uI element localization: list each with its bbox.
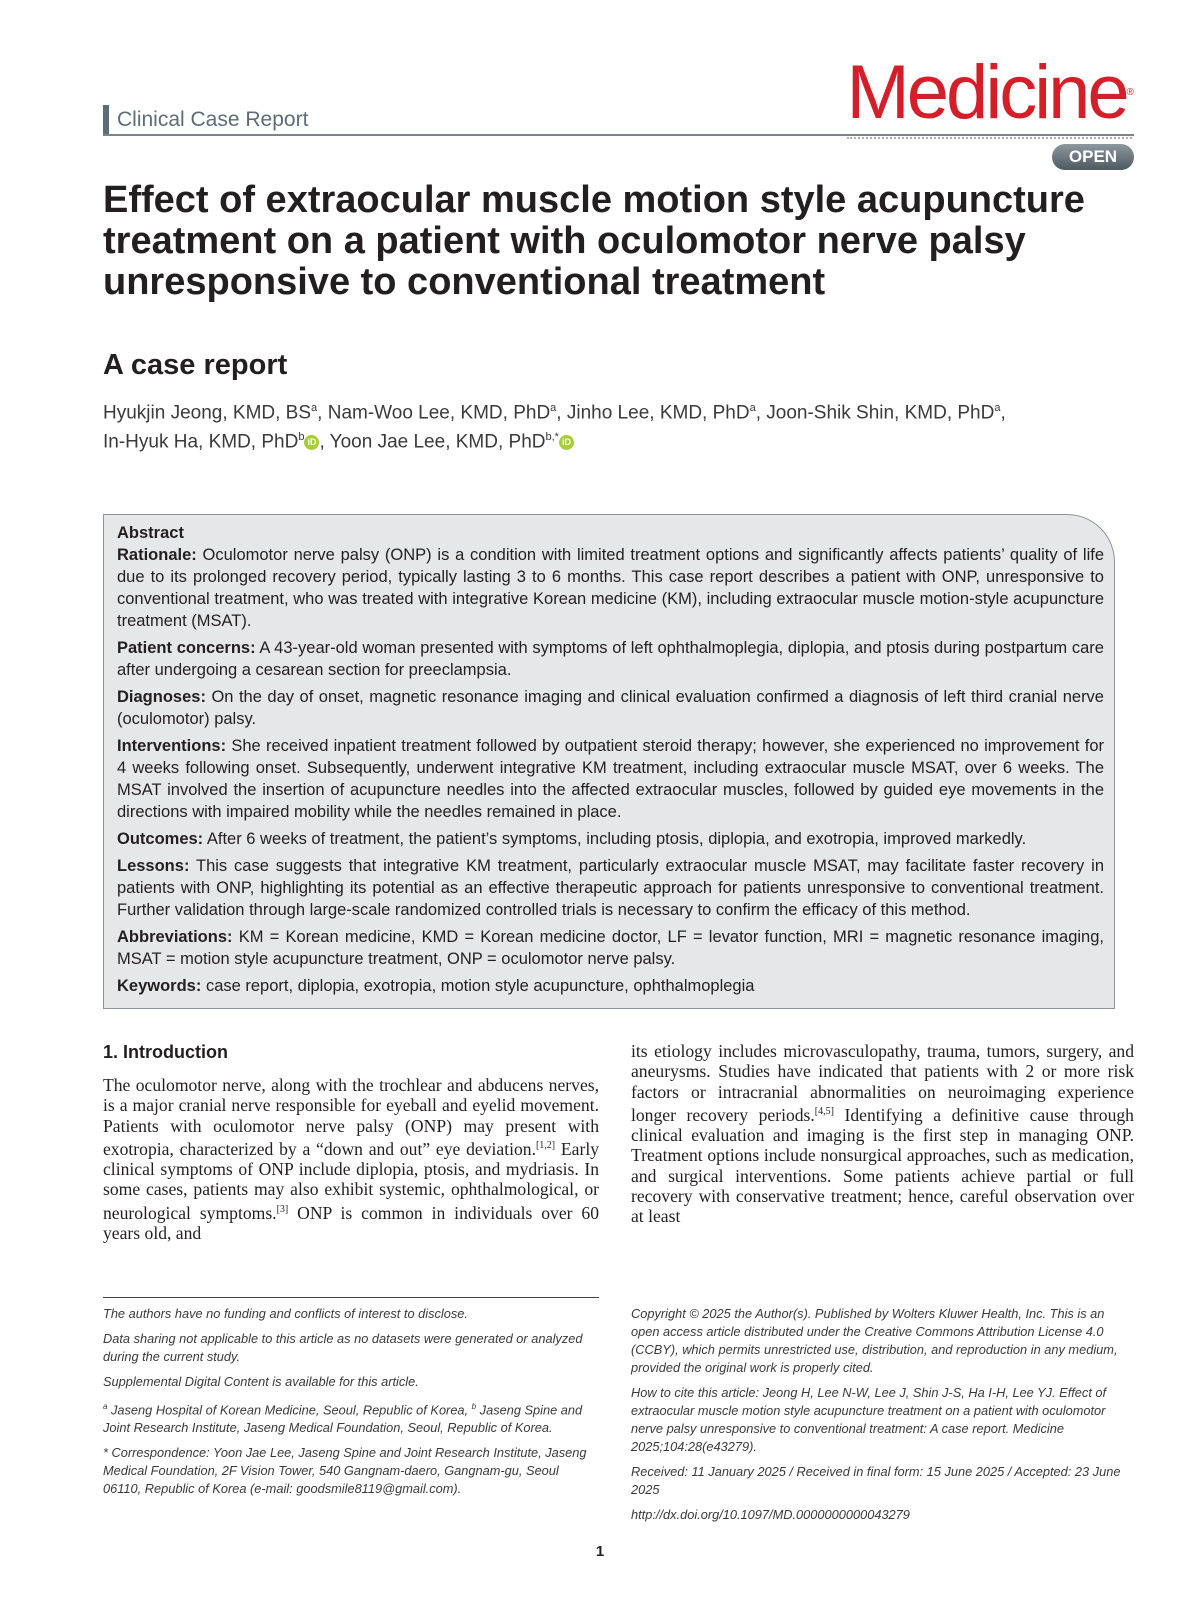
affiliation-a: Jaseng Hospital of Korean Medicine, Seoul, Republic of Korea, xyxy=(107,1402,472,1418)
abstract-section-label: Outcomes: xyxy=(117,830,204,848)
abstract-section-label: Interventions: xyxy=(117,737,227,755)
supplemental-note: Supplemental Digital Content is available for this article. xyxy=(103,1374,419,1389)
body-text: its etiology includes microvasculopathy, trauma, tumors, surgery, and aneurysms. Studies have indicated that patients with 2 or more risk factors or intracranial abnormalities on neuroimaging experience longer recovery periods. xyxy=(631,1041,1134,1125)
abstract-section xyxy=(117,855,1104,921)
abstract-section-text: case report, diplopia, exotropia, motion style acupuncture, ophthalmoplegia xyxy=(201,977,755,995)
affiliation-b: Jaseng Spine and Joint Research Institute, Jaseng Medical Foundation, Seoul, Republic of Korea. xyxy=(103,1402,583,1436)
footnotes-right xyxy=(631,1305,1134,1531)
affiliation-mark-b: b xyxy=(471,1402,477,1411)
author-separator: , xyxy=(319,431,330,453)
body-text: Identifying a definitive cause through clinical evaluation and imaging is the first step in managing ONP. Treatment options include nonsurgical approaches, such as medication, and surgical interventions. Some patients achieve partial or full recovery with conservative treatment; hence, careful observation over at least xyxy=(631,1104,1134,1227)
dates-note: Received: 11 January 2025 / Received in final form: 15 June 2025 / Accepted: 23 June 2025 xyxy=(631,1464,1121,1497)
section-heading-introduction: 1. Introduction xyxy=(103,1042,228,1062)
abstract-section-label: Keywords: xyxy=(117,977,202,995)
abstract-sections xyxy=(117,544,1104,997)
abstract-section-label: Lessons: xyxy=(117,857,190,875)
funding-note: The authors have no funding and conflicts of interest to disclose. xyxy=(103,1306,468,1321)
body-column-right xyxy=(631,1041,1134,1227)
correspondence: * Correspondence: Yoon Jae Lee, Jaseng Spine and Joint Research Institute, Jaseng Medical Foundation, 2F Vision Tower, 540 Gangnam-daero, Gangnam-gu, Seoul 06110, Republic of Korea (e-mail: goodsmile8119@gmail.com). xyxy=(103,1445,587,1497)
orcid-icon[interactable]: iD xyxy=(559,435,574,450)
author-affiliation-mark: b xyxy=(298,431,305,444)
author-affiliation-mark: a xyxy=(311,402,318,414)
author-name: Jinho Lee, KMD, PhD xyxy=(566,402,750,424)
abstract-section-text: She received inpatient treatment followed by outpatient steroid therapy; however, she experienced no improvement for 4 weeks following onset. Subsequently, underwent integrative KM treatment, including extraocular muscle MSAT, over 6 weeks. The MSAT involved the insertion of acupuncture needles into the affected extraocular muscles, followed by guided eye movements in the directions with impaired mobility while the needles remained in place. xyxy=(117,737,1104,821)
data-sharing-note: Data sharing not applicable to this article as no datasets were generated or analyzed during the current study. xyxy=(103,1331,583,1364)
abstract-section xyxy=(117,686,1104,730)
article-subtitle: A case report xyxy=(103,349,288,381)
page-number: 1 xyxy=(595,1543,605,1560)
body-paragraph xyxy=(631,1041,1134,1227)
author-name: Yoon Jae Lee, KMD, PhD xyxy=(329,431,546,453)
abstract-section xyxy=(117,637,1104,681)
author-affiliation-mark: a xyxy=(749,402,756,414)
abstract-section xyxy=(117,975,1104,997)
citation-ref[interactable]: [1,2] xyxy=(535,1139,556,1151)
abstract-section-text: On the day of onset, magnetic resonance imaging and clinical evaluation confirmed a diagnosis of left third cranial nerve (oculomotor) palsy. xyxy=(117,688,1104,728)
author-name: Nam-Woo Lee, KMD, PhD xyxy=(327,402,551,424)
author-separator: , xyxy=(755,402,767,424)
registered-mark: ® xyxy=(1126,87,1134,98)
abstract-section-label: Rationale: xyxy=(117,546,197,564)
abstract-section xyxy=(117,735,1104,823)
journal-logo xyxy=(846,50,1134,135)
body-paragraph xyxy=(103,1075,599,1243)
abstract-section-text: This case suggests that integrative KM treatment, particularly extraocular muscle MSAT, may facilitate faster recovery in patients with ONP, highlighting its potential as an effective therapeutic approach for patients unresponsive to conventional treatment. Further validation through large-scale randomized controlled trials is necessary to confirm the efficacy of this method. xyxy=(117,857,1104,919)
author-affiliation-mark: a xyxy=(994,402,1001,414)
open-access-badge: OPEN xyxy=(1052,144,1134,170)
author-separator: , xyxy=(1000,402,1006,424)
abstract-section-label: Abbreviations: xyxy=(117,928,233,946)
abstract-section-label: Diagnoses: xyxy=(117,688,206,706)
body-text: The oculomotor nerve, along with the trochlear and abducens nerves, is a major cranial nerve responsible for eyeball and eyelid movement. Patients with oculomotor nerve palsy (ONP) may present with exotropia, characterized by a “down and out” eye deviation. xyxy=(103,1075,599,1159)
footnotes-left xyxy=(103,1305,599,1505)
citation-ref[interactable]: [4,5] xyxy=(814,1105,834,1117)
footnote-rule xyxy=(103,1297,599,1298)
copyright-note: Copyright © 2025 the Author(s). Published by Wolters Kluwer Health, Inc. This is an open access article distributed under the Creative Commons Attribution License 4.0 (CCBY), which permits unrestricted use, distribution, and reproduction in any medium, provided the original work is properly cited. xyxy=(631,1306,1118,1375)
abstract-section xyxy=(117,544,1104,632)
journal-name: Medicine xyxy=(846,50,1127,135)
article-title: Effect of extraocular muscle motion style acupuncture treatment on a patient with oculomotor nerve palsy unresponsive to conventional treatment xyxy=(103,179,1085,303)
author-name: Hyukjin Jeong, KMD, BS xyxy=(103,402,312,424)
abstract-section xyxy=(117,926,1104,970)
affiliation-mark-a: a xyxy=(103,1402,108,1411)
citation-note: How to cite this article: Jeong H, Lee N-W, Lee J, Shin J-S, Ha I-H, Lee YJ. Effect of extraocular muscle motion style acupuncture treatment on a patient with oculomotor nerve palsy unresponsive to conventional treatment: A case report. Medicine 2025;104:28(e43279). xyxy=(631,1385,1107,1454)
author-list xyxy=(103,396,1134,455)
author-affiliation-mark: a xyxy=(550,402,557,414)
author-name: Joon-Shik Shin, KMD, PhD xyxy=(766,402,995,424)
body-column-left xyxy=(103,1041,599,1243)
author-name: In-Hyuk Ha, KMD, PhD xyxy=(103,431,299,453)
page-header xyxy=(103,50,1134,169)
abstract-heading: Abstract xyxy=(117,524,184,542)
abstract-section-text: KM = Korean medicine, KMD = Korean medicine doctor, LF = levator function, MRI = magnetic resonance imaging, MSAT = motion style acupuncture treatment, ONP = oculomotor nerve palsy. xyxy=(117,928,1104,968)
author-separator: , xyxy=(317,402,328,424)
author-affiliation-mark: b,* xyxy=(545,431,559,444)
body-text: Early clinical symptoms of ONP include diplopia, ptosis, and mydriasis. In some cases, patients may also exhibit systemic, ophthalmological, or neurological symptoms. xyxy=(103,1138,600,1223)
abstract-section-label: Patient concerns: xyxy=(117,639,256,657)
orcid-icon[interactable]: iD xyxy=(304,435,319,450)
citation-ref[interactable]: [3] xyxy=(276,1203,289,1215)
abstract-section-text: A 43-year-old woman presented with symptoms of left ophthalmoplegia, diplopia, and ptosis during postpartum care after undergoing a cesarean section for preeclampsia. xyxy=(117,639,1104,679)
doi-link[interactable]: http://dx.doi.org/10.1097/MD.0000000000043279 xyxy=(631,1507,910,1522)
affiliations xyxy=(103,1398,599,1437)
body-text: ONP is common in individuals over 60 years old, and xyxy=(103,1202,599,1243)
section-label: Clinical Case Report xyxy=(103,105,308,134)
author-separator: , xyxy=(556,402,567,424)
abstract-section xyxy=(117,828,1104,850)
logo-dotted-rule xyxy=(847,137,1132,139)
abstract-section-text: Oculomotor nerve palsy (ONP) is a condition with limited treatment options and significantly affects patients’ quality of life due to its prolonged recovery period, typically lasting 3 to 6 months. This case report describes a patient with ONP, unresponsive to conventional treatment, who was treated with integrative Korean medicine (KM), including extraocular muscle motion-style acupuncture treatment (MSAT). xyxy=(117,546,1104,630)
abstract-box xyxy=(103,514,1115,1009)
abstract-section-text: After 6 weeks of treatment, the patient’s symptoms, including ptosis, diplopia, and exotropia, improved markedly. xyxy=(203,830,1027,848)
